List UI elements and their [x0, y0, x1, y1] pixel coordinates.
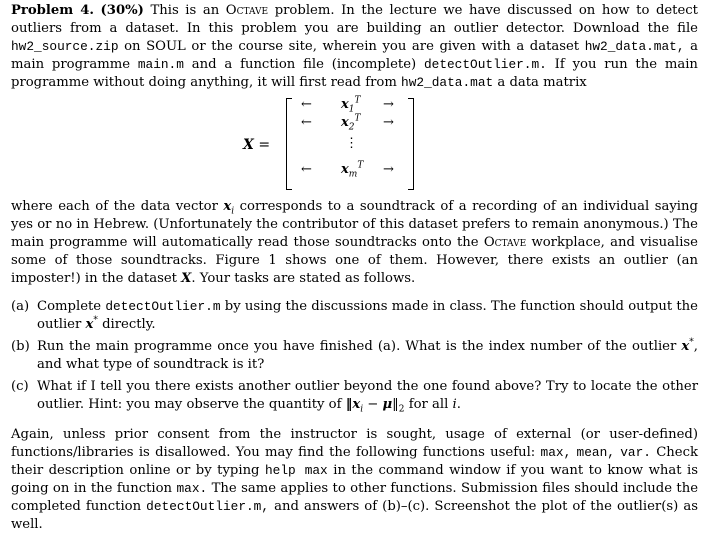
text: and a function file (incomplete) — [191, 57, 417, 72]
context-paragraph — [11, 198, 698, 288]
code-ref: detectOutlier.m, — [146, 499, 270, 514]
function-file: detectOutlier.m. — [423, 57, 547, 72]
right-bracket — [408, 98, 414, 190]
problem-heading: Problem 4. — [11, 3, 94, 18]
problem-weight: (30%) — [100, 3, 144, 18]
task-list — [11, 298, 698, 414]
text: workplace, and visualise some of those soundtracks. Figure 1 shows one of them. However, there exists an outlier (an imposter!) in the dataset — [11, 235, 698, 286]
text: where each of the data vector — [11, 199, 218, 214]
octave-name: Octave — [225, 3, 269, 18]
task-item-b: (b) Run the main programme once you have finished (a). What is the index number of the outlier x*, and what type of soundtrack is it? — [11, 337, 698, 372]
code-ref: max, — [540, 445, 572, 460]
text: If you run the main programme without doing anything, it will first read from — [11, 57, 698, 90]
dataset-file: hw2_data.mat, — [584, 39, 685, 54]
text: a main programme — [11, 39, 698, 72]
intro-paragraph — [11, 2, 698, 92]
text: . Your tasks are stated as follows. — [191, 271, 416, 286]
text: problem. In the lecture we have discussed on how to detect outliers from a dataset. In this problem you are building an outlier detector. Download the file — [11, 3, 698, 36]
task-label: (a) — [11, 299, 30, 314]
text: corresponds to a soundtrack of a recording of an individual saying yes or no in Hebrew. (Unfortunately the contributor of this dataset prefers to remain anonymous.) The main programme will automatically read those soundtracks onto the — [11, 199, 698, 250]
text: a data matrix — [497, 75, 587, 90]
math-var: x — [223, 199, 232, 214]
left-bracket — [286, 98, 292, 190]
data-matrix-equation: X = ← $x_1^T$ → ← $x_2^T$ → ⋮ ← $x_m^T$ → — [11, 92, 698, 198]
math-sub: i — [231, 206, 235, 217]
math-var: X — [181, 271, 192, 286]
task-item-c: (c) What if I tell you there exists another outlier beyond the one found above? Try to locate the other outlier. Hint: you may observe the quantity of $‖x_i$ − $\mu‖_2$ for all i. — [11, 379, 698, 415]
task-item-a: (a) Complete detectOutlier.m by using the discussions made in class. The function should output the outlier x* directly. — [11, 299, 698, 332]
text: This is an — [150, 3, 220, 18]
code-ref: var. — [620, 445, 651, 460]
text: on SOUL or the course site, wherein you are given with a dataset — [124, 39, 580, 54]
matrix-lhs: X = — [243, 137, 271, 153]
dataset-file: hw2_data.mat — [401, 75, 494, 90]
octave-name: Octave — [483, 235, 527, 250]
task-label: (c) — [11, 379, 29, 394]
rules-paragraph: Again, unless prior consent from the instructor is sought, usage of external (or user-defined) functions/libraries is disallowed. You may find the following functions useful: max, mean, var. Check their description online or by typing help max in the command window if you want to know what is going on in the function max. The same applies to other functions. Submission files should include the completed function detectOutlier.m, and answers of (b)–(c). Screenshot the plot of the outlier(s) as well. — [11, 427, 699, 532]
main-file: main.m — [137, 57, 184, 72]
source-zip-file: hw2_source.zip — [11, 39, 119, 54]
task-label: (b) — [11, 339, 30, 354]
code-ref: help max — [265, 463, 328, 478]
code-ref: mean, — [576, 445, 615, 460]
code-ref: max. — [176, 481, 208, 496]
code-ref: detectOutlier.m — [105, 299, 221, 314]
